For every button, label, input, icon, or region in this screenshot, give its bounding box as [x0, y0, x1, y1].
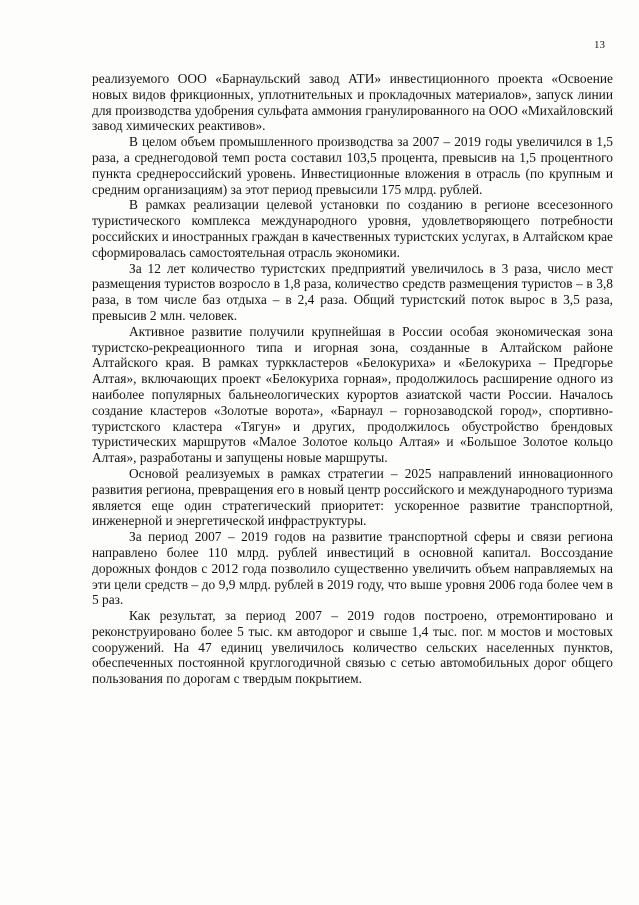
- paragraph-6: Основой реализуемых в рамках стратегии – 2025 направлений инновационного развития региона, превращения его в новый центр российского и международного туризма является еще один стратегический приоритет: ускоренное развитие транспортной, инженерной и энергетической инфраструктуры.: [92, 465, 613, 529]
- paragraph-4: За 12 лет количество туристских предприятий увеличилось в 3 раза, число мест размещения туристов возросло в 1,8 раза, количество средств размещения туристов – в 3,8 раза, в том числе баз отдыха – в 2,4 раза. Общий туристский поток вырос в 3,5 раза, превысив 2 млн. человек.: [92, 260, 613, 323]
- document-body: [92, 71, 613, 687]
- page-number: 13: [594, 39, 605, 51]
- paragraph-3: В рамках реализации целевой установки по созданию в регионе всесезонного туристического комплекса международного уровня, удовлетворяющего потребности российских и иностранных граждан в качественных туристских услугах, в Алтайском крае сформировалась самостоятельная отрасль экономики.: [92, 197, 613, 260]
- paragraph-8: Как результат, за период 2007 – 2019 годов построено, отремонтировано и реконструировано более 5 тыс. км автодорог и свыше 1,4 тыс. пог. м мостов и мостовых сооружений. На 47 единиц увеличилось количество сельских населенных пунктов, обеспеченных постоянной круглогодичной связью с сетью автомобильных дорог общего пользования по дорогам с твердым покрытием.: [92, 608, 613, 687]
- paragraph-7: За период 2007 – 2019 годов на развитие транспортной сферы и связи региона направлено более 110 млрд. рублей инвестиций в основной капитал. Воссоздание дорожных фондов с 2012 года позволило существенно увеличить объем направляемых на эти цели средств – до 9,9 млрд. рублей в 2019 году, что выше уровня 2006 года более чем в 5 раз.: [92, 529, 613, 608]
- paragraph-2: В целом объем промышленного производства за 2007 – 2019 годы увеличился в 1,5 раза, а среднегодовой темп роста составил 103,5 процента, превысив на 1,5 процентного пункта среднероссийский уровень. Инвестиционные вложения в отрасль (по крупным и средним организациям) за этот период превысили 175 млрд. рублей.: [92, 134, 613, 197]
- paragraph-5: Активное развитие получили крупнейшая в России особая экономическая зона туристско-рекреационного типа и игорная зона, созданные в Алтайском районе Алтайского края. В рамках турккластеров «Белокуриха» и «Белокуриха – Предгорье Алтая», включающих проект «Белокуриха горная», продолжилось расширение одного из наиболее популярных бальнеологических курортов азиатской части России. Началось создание кластеров «Золотые ворота», «Барнаул – горнозаводской город», спортивно-туристского кластера «Тягун» и других, продолжилось обустройство брендовых туристических маршрутов «Малое Золотое кольцо Алтая» и «Большое Золотое кольцо Алтая», разработаны и запущены новые маршруты.: [92, 323, 613, 466]
- paragraph-1: реализуемого ООО «Барнаульский завод АТИ» инвестиционного проекта «Освоение новых видов фрикционных, уплотнительных и прокладочных материалов», запуск линии для производства удобрения сульфата аммония гранулированного на ООО «Михайловский завод химических реактивов».: [92, 71, 613, 134]
